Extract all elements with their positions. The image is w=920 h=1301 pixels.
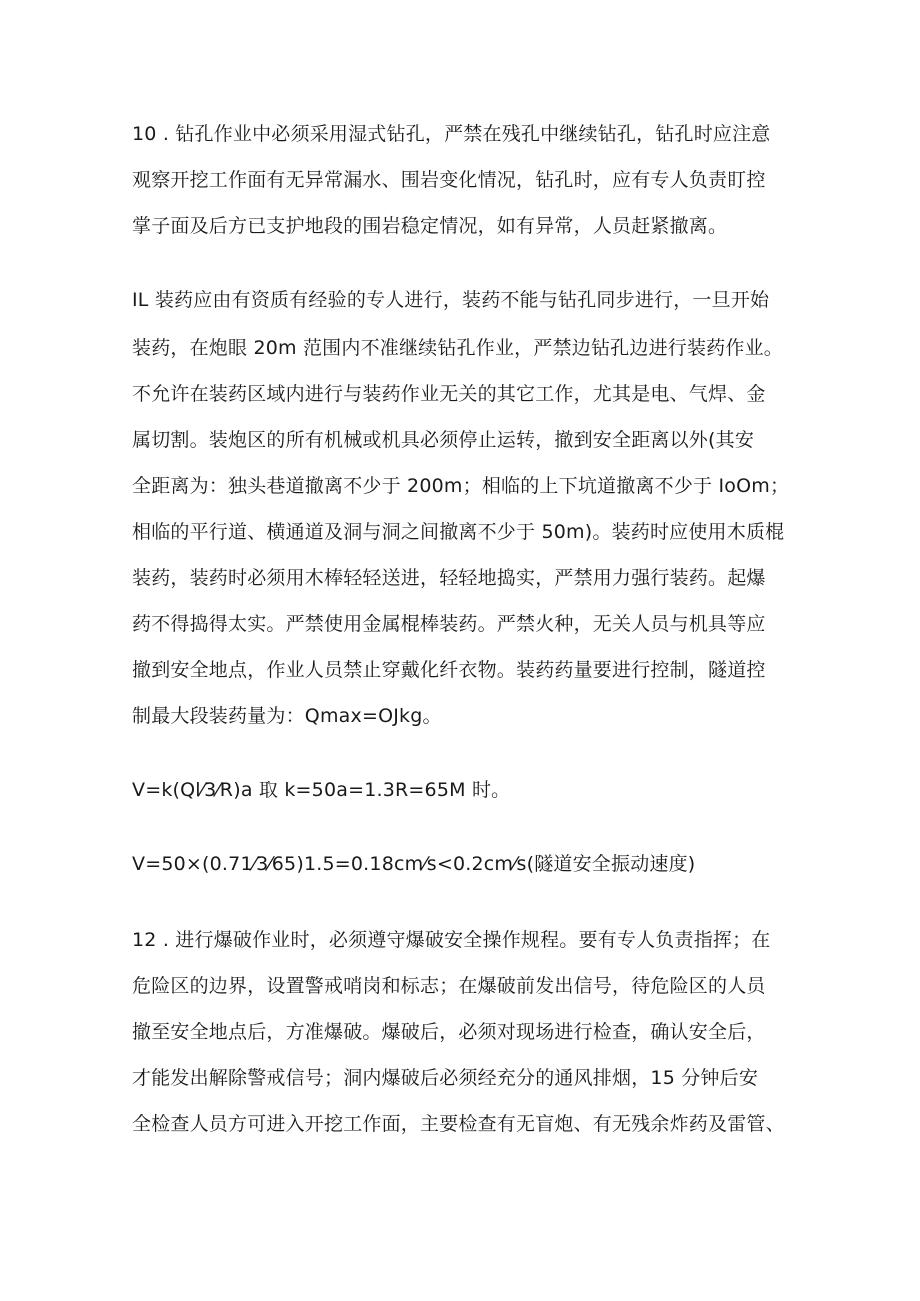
paragraph-11-line-7: 装药，装药时必须用木棒轻轻送进，轻轻地捣实，严禁用力强行装药。起爆 [132,567,766,589]
paragraph-12-line-2: 危险区的边界，设置警戒哨岗和标志；在爆破前发出信号，待危险区的人员 [132,975,766,997]
paragraph-11-line-1: IL 装药应由有资质有经验的专人进行，装药不能与钻孔同步进行，一旦开始 [132,289,770,311]
paragraph-10-line-2: 观察开挖工作面有无异常漏水、围岩变化情况，钻孔时，应有专人负责盯控 [132,169,766,191]
paragraph-10-line-1: 10 . 钻孔作业中必须采用湿式钻孔，严禁在残孔中继续钻孔，钻孔时应注意 [132,123,771,145]
formula-vibration-definition: V=k(Ql⁄3⁄R)a 取 k=50a=1.3R=65M 时。 [132,779,511,801]
paragraph-12-line-1: 12 . 进行爆破作业时，必须遵守爆破安全操作规程。要有专人负责指挥；在 [132,929,771,951]
paragraph-11-line-8: 药不得捣得太实。严禁使用金属棍棒装药。严禁火种，无关人员与机具等应 [132,613,766,635]
paragraph-12-line-3: 撤至安全地点后，方准爆破。爆破后，必须对现场进行检查，确认安全后， [132,1021,766,1043]
paragraph-12-line-4: 才能发出解除警戒信号；洞内爆破后必须经充分的通风排烟，15 分钟后安 [132,1067,759,1089]
paragraph-11-line-2: 装药，在炮眼 20m 范围内不准继续钻孔作业，严禁边钻孔边进行装药作业。 [132,337,783,359]
formula-vibration-result: V=50×(0.71⁄3⁄65)1.5=0.18cm⁄s<0.2cm⁄s(隧道安全振动速度) [132,853,696,875]
paragraph-11-line-4: 属切割。装炮区的所有机械或机具必须停止运转，撤到安全距离以外(其安 [132,429,755,451]
paragraph-10-line-3: 掌子面及后方已支护地段的围岩稳定情况，如有异常，人员赶紧撤离。 [132,215,728,237]
paragraph-11-line-5: 全距离为：独头巷道撤离不少于 200m；相临的上下坑道撤离不少于 IoOm； [132,475,790,497]
paragraph-11-line-9: 撤到安全地点，作业人员禁止穿戴化纤衣物。装药药量要进行控制，隧道控 [132,659,766,681]
paragraph-12-line-5: 全检查人员方可进入开挖工作面，主要检查有无盲炮、有无残余炸药及雷管、 [132,1113,785,1135]
paragraph-11-line-6: 相临的平行道、横通道及洞与洞之间撤离不少于 50m)。装药时应使用木质棍 [132,521,785,543]
paragraph-11-line-3: 不允许在装药区域内进行与装药作业无关的其它工作，尤其是电、气焊、金 [132,383,766,405]
paragraph-11-line-10: 制最大段装药量为：Qmax=OJkg。 [132,705,442,727]
